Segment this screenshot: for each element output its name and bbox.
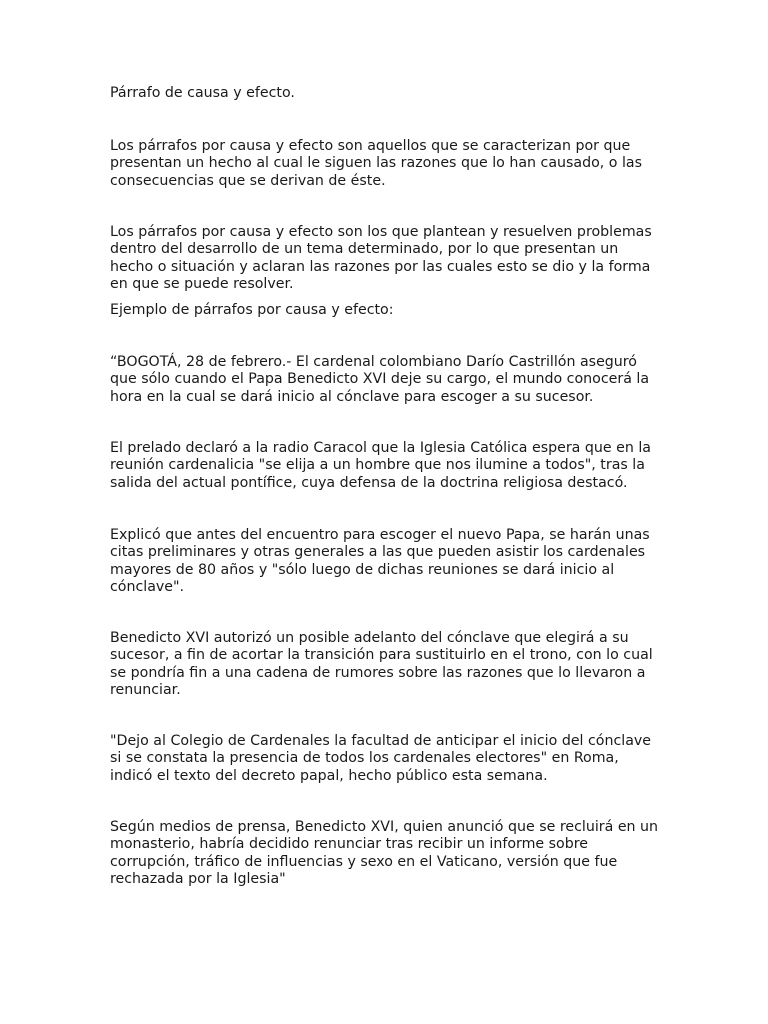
paragraph-9: Según medios de prensa, Benedicto XVI, quien anunció que se recluirá en un monasterio, habría decidido renunciar tras recibir un informe sobre corrupción, tráfico de influencias y sexo en el Vaticano, versión que fue rechazada por la Iglesia": [110, 819, 659, 888]
paragraph-7: Benedicto XVI autorizó un posible adelanto del cónclave que elegirá a su sucesor, a fin de acortar la transición para sustituirlo en el trono, con lo cual se pondría fin a una cadena de rumores sobre las razones que lo llevaron a renunciar.: [110, 630, 653, 699]
paragraph-6: Explicó que antes del encuentro para escoger el nuevo Papa, se harán unas citas preliminares y otras generales a las que pueden asistir los cardenales mayores de 80 años y "sólo luego de dichas reuniones se dará inicio al cónclave".: [110, 527, 650, 596]
paragraph-4: “BOGOTÁ, 28 de febrero.- El cardenal colombiano Darío Castrillón aseguró que sólo cuando el Papa Benedicto XVI deje su cargo, el mundo conocerá la hora en la cual se dará inicio al cónclave para escoger a su sucesor.: [110, 354, 650, 405]
paragraph-1: Los párrafos por causa y efecto son aquellos que se caracterizan por que presentan un hecho al cual le siguen las razones que lo han causado, o las consecuencias que se derivan de éste.: [110, 138, 643, 189]
paragraph-2: Los párrafos por causa y efecto son los que plantean y resuelven problemas dentro del desarrollo de un tema determinado, por lo que presentan un hecho o situación y aclaran las razones por las cuales esto se dio y la forma en que se puede resolver.: [110, 224, 652, 293]
paragraph-3: Ejemplo de párrafos por causa y efecto:: [110, 302, 394, 318]
paragraph-5: El prelado declaró a la radio Caracol que la Iglesia Católica espera que en la reunión cardenalicia "se elija a un hombre que nos ilumine a todos", tras la salida del actual pontífice, cuya defensa de la doctrina religiosa destacó.: [110, 440, 651, 491]
paragraph-8: "Dejo al Colegio de Cardenales la facultad de anticipar el inicio del cónclave si se constata la presencia de todos los cardenales electores" en Roma, indicó el texto del decreto papal, hecho público esta semana.: [110, 733, 652, 784]
document-title: Párrafo de causa y efecto.: [110, 85, 295, 101]
